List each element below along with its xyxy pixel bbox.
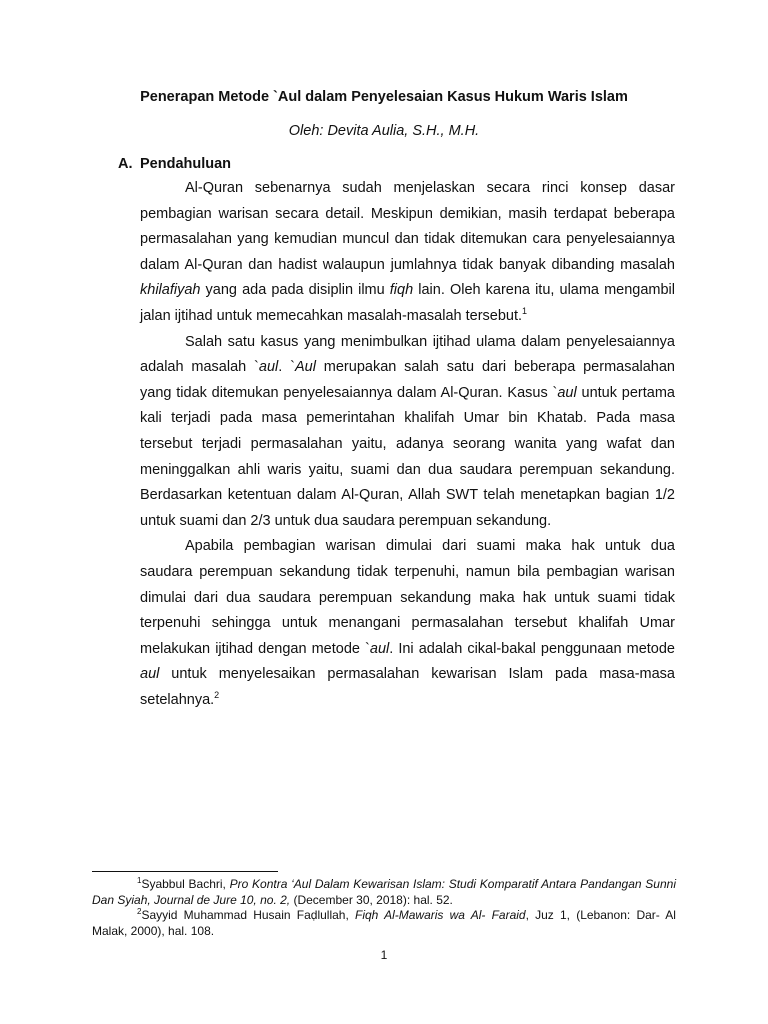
italic-term: aul [258,359,279,376]
paragraph-text: Salah satu kasus yang menimbulkan ijtihad ulama dalam penyelesaiannya adalah masalah ` [140,333,675,376]
page-number: 1 [380,948,388,962]
section-heading [118,156,231,172]
italic-term: aul [557,384,577,401]
document-title: Penerapan Metode `Aul dalam Penyelesaian Kasus Hukum Waris Islam [140,89,628,105]
footnote-number: 2 [137,907,142,917]
author-line: Oleh: Devita Aulia, S.H., M.H. [288,123,480,139]
paragraph-2 [140,330,675,535]
italic-term: Aul [294,359,316,376]
paragraph-text: Apabila pembagian warisan dimulai dari suami maka hak untuk dua saudara perempuan sekandung tidak terpenuhi, namun bila pembagian warisan dimulai dari dua saudara perempuan sekandung maka hak untuk suami tidak terpenuhi sehingga untuk menangani permasalahan tersebut khalifah Umar melakukan ijtihad dengan metode ` [140,538,675,657]
paragraph-text: untuk menyelesaikan permasalahan kewarisan Islam pada masa-masa setelahnya. [140,666,675,708]
footnote-number: 1 [137,876,142,885]
footnote-citation-title: Fiqh Al-Mawaris wa Al- Faraid [355,908,526,923]
italic-term: fiqh [389,282,414,299]
footnote-text: Syabbul Bachri, [141,877,230,891]
body-text [140,176,675,713]
footnote-2 [92,908,676,939]
italic-term: aul [369,640,390,657]
footnotes [92,877,676,939]
italic-term: aul [140,666,160,683]
footnote-text: (December 30, 2018): hal. 52. [290,892,453,907]
paragraph-text: untuk pertama kali terjadi pada masa pemerintahan khalifah Umar bin Khatab. Pada masa tersebut terjadi permasalahan yaitu, adanya seorang wanita yang wafat dan meninggalkan ahli waris yaitu, suami dan dua saudara perempuan sekandung. Berdasarkan ketentuan dalam Al-Quran, Allah SWT telah menetapkan bagian 1/2 untuk suami dan 2/3 untuk dua saudara perempuan sekandung. [140,384,675,529]
paragraph-text: lain. Oleh karena itu, ulama mengambil jalan ijtihad untuk memecahkan masalah-masalah tersebut. [140,282,675,324]
footnote-divider [92,871,278,872]
footnote-ref-2[interactable]: 2 [214,690,220,701]
paragraph-text: merupakan salah satu dari beberapa permasalahan yang tidak ditemukan penyelesaiannya dalam Al-Quran. Kasus ` [140,359,675,401]
paragraph-3 [140,534,675,713]
paragraph-1 [140,176,675,330]
section-letter: A. [118,156,133,172]
footnote-citation-title: Pro Kontra ‘Aul Dalam Kewarisan Islam: Studi Komparatif Antara Pandangan Sunni Dan Syiah, Journal de Jure 10, no. 2, [92,877,676,907]
paragraph-text: . ` [278,359,295,376]
section-title: Pendahuluan [140,156,232,172]
paragraph-text: Al-Quran sebenarnya sudah menjelaskan secara rinci konsep dasar pembagian warisan secara detail. Meskipun demikian, masih terdapat beberapa permasalahan yang kemudian muncul dan tidak ditemukan cara penyelesaiannya dalam Al-Quran dan hadist walaupun jumlahnya tidak banyak dibanding masalah [140,180,675,273]
footnote-ref-1[interactable]: 1 [522,306,528,317]
footnote-text: , Juz 1, (Lebanon: Dar- Al Malak, 2000), hal. 108. [92,908,676,938]
paragraph-text: . Ini adalah cikal-bakal penggunaan metode [389,640,675,657]
italic-term: khilafiyah [140,282,201,299]
paragraph-text: yang ada pada disiplin ilmu [200,282,390,299]
footnote-text: Sayyid Muhammad Husain Faḍlullah, [141,908,355,923]
footnote-1 [92,877,676,908]
